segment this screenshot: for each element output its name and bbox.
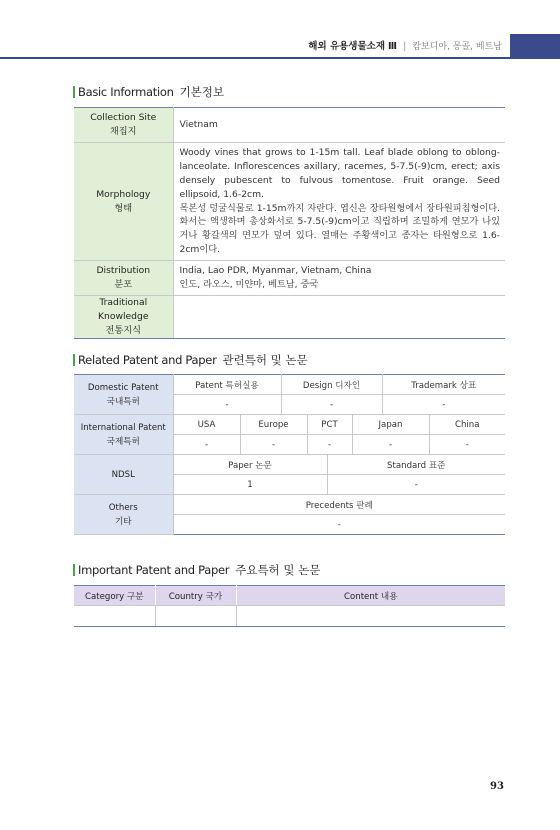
domestic-header-row bbox=[74, 375, 505, 395]
traditional-knowledge-value bbox=[173, 296, 505, 339]
domestic-col-design: Design 디자인 bbox=[281, 375, 382, 395]
morphology-label bbox=[74, 143, 173, 261]
distribution-en: India, Lao PDR, Myanmar, Vietnam, China bbox=[179, 265, 372, 277]
important-table bbox=[74, 585, 505, 627]
intl-val-japan: - bbox=[352, 435, 429, 455]
domestic-label bbox=[74, 375, 173, 415]
ndsl-col-paper: Paper 논문 bbox=[173, 455, 327, 475]
traditional-knowledge-label bbox=[74, 296, 173, 339]
intl-val-usa: - bbox=[173, 435, 240, 455]
intl-col-europe: Europe bbox=[240, 415, 307, 435]
related-table bbox=[74, 374, 505, 535]
heading-en: Related Patent and Paper bbox=[78, 353, 217, 367]
heading-marker bbox=[73, 354, 75, 366]
important-cell-content bbox=[236, 606, 505, 627]
domestic-col-patent: Patent 특허실용 bbox=[173, 375, 281, 395]
ndsl-val-standard: - bbox=[327, 475, 505, 495]
collection-site-label bbox=[74, 108, 173, 143]
others-label bbox=[74, 495, 173, 535]
label-ko: 형태 bbox=[114, 202, 133, 214]
important-header-row bbox=[74, 586, 505, 606]
domestic-col-trademark: Trademark 상표 bbox=[382, 375, 505, 395]
basic-info-table bbox=[74, 107, 505, 339]
important-cell-category bbox=[74, 606, 155, 627]
heading-en: Basic Information bbox=[78, 85, 174, 99]
label-ko: 국제특허 bbox=[106, 436, 140, 447]
related-heading bbox=[73, 352, 308, 368]
header-countries: 캄보디아, 몽골, 베트남 bbox=[412, 42, 502, 52]
basic-info-heading bbox=[73, 84, 224, 100]
page-header bbox=[0, 0, 560, 62]
intl-col-pct: PCT bbox=[307, 415, 352, 435]
header-title: 해외 유용생물소재 bbox=[308, 41, 386, 52]
label-en: Domestic Patent bbox=[87, 382, 159, 393]
header-separator: | bbox=[403, 41, 407, 52]
label-ko: 국내특허 bbox=[106, 396, 140, 407]
intl-col-japan: Japan bbox=[352, 415, 429, 435]
intl-val-china: - bbox=[429, 435, 505, 455]
distribution-ko: 인도, 라오스, 미얀마, 베트남, 중국 bbox=[179, 279, 319, 290]
heading-en: Important Patent and Paper bbox=[78, 563, 230, 577]
intl-col-usa: USA bbox=[173, 415, 240, 435]
ndsl-col-standard: Standard 표준 bbox=[327, 455, 505, 475]
ndsl-label: NDSL bbox=[74, 455, 173, 495]
header-text bbox=[308, 38, 502, 52]
label-ko: 기타 bbox=[114, 516, 132, 527]
header-volume: Ⅲ bbox=[388, 41, 398, 52]
heading-ko: 기본정보 bbox=[179, 85, 225, 99]
header-tab bbox=[510, 34, 560, 59]
label-ko: 분포 bbox=[114, 279, 133, 290]
intl-col-china: China bbox=[429, 415, 505, 435]
domestic-val-trademark: - bbox=[382, 395, 505, 415]
important-col-country: Country 국가 bbox=[155, 586, 236, 606]
others-col-precedents: Precedents 판례 bbox=[173, 495, 505, 515]
ndsl-header-row bbox=[74, 455, 505, 475]
label-en: Morphology bbox=[96, 188, 151, 200]
morphology-value bbox=[173, 143, 505, 261]
morphology-row bbox=[74, 143, 505, 261]
header-rule bbox=[0, 57, 510, 59]
traditional-knowledge-row bbox=[74, 296, 505, 339]
important-col-category: Category 구분 bbox=[74, 586, 155, 606]
heading-ko: 관련특허 및 논문 bbox=[222, 353, 308, 367]
distribution-label bbox=[74, 261, 173, 296]
heading-ko: 주요특허 및 논문 bbox=[235, 563, 321, 577]
label-en: International Patent bbox=[80, 422, 166, 433]
heading-marker bbox=[73, 86, 75, 98]
important-cell-country bbox=[155, 606, 236, 627]
label-en: Others bbox=[108, 502, 138, 513]
label-ko: 전통지식 bbox=[105, 325, 141, 336]
collection-site-row bbox=[74, 108, 505, 143]
label-en: Traditional Knowledge bbox=[97, 297, 149, 322]
important-col-content: Content 내용 bbox=[236, 586, 505, 606]
others-val-precedents: - bbox=[173, 515, 505, 535]
international-label bbox=[74, 415, 173, 455]
important-heading bbox=[73, 562, 320, 578]
important-empty-row bbox=[74, 606, 505, 627]
distribution-row bbox=[74, 261, 505, 296]
label-ko: 채집지 bbox=[109, 126, 137, 137]
intl-val-pct: - bbox=[307, 435, 352, 455]
label-en: Collection Site bbox=[90, 112, 157, 123]
intl-val-europe: - bbox=[240, 435, 307, 455]
morphology-en: Woody vines that grows to 1-15m tall. Leaf blade oblong to oblong-lanceolate. Inflorescences axillary, racemes, 5-7.5(-9)cm, erect; axis densely pubescent to fulvous tomentose. Fruit orange. Seed ellipsoid, 1.6-2cm. bbox=[179, 147, 500, 200]
others-header-row bbox=[74, 495, 505, 515]
ndsl-val-paper: 1 bbox=[173, 475, 327, 495]
distribution-value bbox=[173, 261, 505, 296]
morphology-ko: 목본성 덩굴식물로 1-15m까지 자란다. 엽신은 장타원형에서 장타원피침형이다. 화서는 액생하며 총상화서로 5-7.5(-9)cm이고 직립하며 조밀하게 연모가 나있거나 황갈색의 면모가 덮여 있다. 열매는 주황색이고 종자는 타원형으로 1.6-2cm이다. bbox=[179, 202, 500, 255]
international-header-row bbox=[74, 415, 505, 435]
collection-site-value: Vietnam bbox=[173, 108, 505, 143]
domestic-val-design: - bbox=[281, 395, 382, 415]
domestic-val-patent: - bbox=[173, 395, 281, 415]
label-en: Distribution bbox=[96, 265, 151, 276]
heading-marker bbox=[73, 564, 75, 576]
page-number: 93 bbox=[490, 781, 504, 792]
